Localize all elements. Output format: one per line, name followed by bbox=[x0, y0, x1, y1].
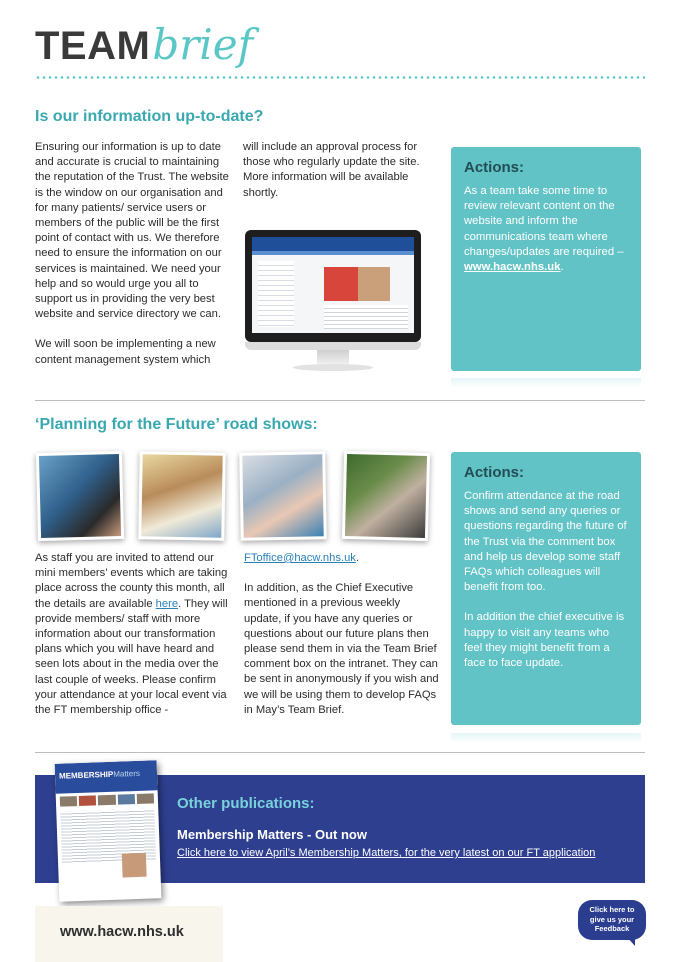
dotted-divider bbox=[35, 76, 645, 79]
footer-website-link[interactable]: www.hacw.nhs.uk bbox=[60, 924, 184, 940]
roadshow-photo-2 bbox=[138, 451, 226, 540]
publications-title: Other publications: bbox=[177, 795, 315, 812]
section1-paragraph3: will include an approval process for those who regularly update the site. More information will be available shortly. bbox=[243, 141, 420, 199]
section1-actions-box: Actions: As a team take some time to review relevant content on the website and inform the communications team where changes/updates are required – www.hacw.nhs.uk. bbox=[451, 147, 641, 371]
actions-box-reflection bbox=[451, 378, 641, 388]
monitor-screen bbox=[252, 237, 414, 333]
section2-text-start: As staff you are invited to attend our mini members’ events which are taking place across the county this month, all the details are available bbox=[35, 552, 228, 610]
monitor-frame bbox=[245, 230, 421, 342]
section2-actions-title: Actions: bbox=[464, 464, 524, 481]
actions-box-reflection bbox=[451, 733, 641, 743]
roadshow-photo-4 bbox=[342, 451, 430, 541]
section1-paragraph2: We will soon be implementing a new content management system which bbox=[35, 338, 216, 366]
website-link[interactable]: www.hacw.nhs.uk bbox=[464, 261, 561, 274]
feedback-button[interactable]: Click here to give us your Feedback bbox=[578, 900, 646, 940]
section1-column2 bbox=[243, 140, 438, 201]
section1-actions-text: As a team take some time to review relevant content on the website and inform the communications team where changes/updates are required – bbox=[464, 185, 624, 258]
teambrief-logo bbox=[35, 20, 253, 70]
section2-column2: FToffice@hacw.nhs.uk. In addition, as the Chief Executive mentioned in a previous weekly update, if you have any queries or questions about our future plans then please send them in via the Team Brief comment box on the intranet. They can be sent in anonymously if you wish and we will be using them to develop FAQs in May’s Team Brief. bbox=[244, 551, 440, 718]
publications-headline: Membership Matters - Out now bbox=[177, 827, 367, 842]
section1-column1 bbox=[35, 140, 232, 368]
section2-actions-box bbox=[451, 452, 641, 725]
section2-actions-text2: In addition the chief executive is happy to visit any teams who feel they might benefit from a face to face update. bbox=[464, 611, 625, 670]
section1-title: Is our information up-to-date? bbox=[35, 108, 264, 125]
membership-matters-cover[interactable] bbox=[55, 760, 162, 901]
magazine-title-bold: MEMBERSHIP bbox=[58, 769, 114, 781]
speech-bubble-tail bbox=[626, 936, 635, 946]
section2-title: ‘Planning for the Future’ road shows: bbox=[35, 416, 318, 433]
section1-paragraph1: Ensuring our information is up to date and accurate is crucial to maintaining the reputation of the Trust. The website is the window on our organisation and for many patients/ service users or members of the public will be the first point of contact with us. We therefore need to ensure the information on our services is maintained. We need your help and so would urge you all to support us in providing the very best website and service directory we can. bbox=[35, 141, 229, 321]
logo-team: TEAM bbox=[35, 24, 151, 68]
section2-column1 bbox=[35, 551, 235, 718]
logo-brief: brief bbox=[152, 20, 254, 69]
section-divider bbox=[35, 752, 645, 753]
section2-actions-text1: Confirm attendance at the road shows and send any queries or questions regarding the future of the Trust via the comment box and help us develop some staff FAQs which colleagues will benefit from too. bbox=[464, 490, 627, 594]
website-monitor-image bbox=[245, 230, 421, 375]
roadshow-photo-3 bbox=[239, 451, 327, 540]
section2-paragraph2: In addition, as the Chief Executive mentioned in a previous weekly update, if you have any queries or questions about our future plans then please send them in via the Team Brief comment box on the intranet. They can be sent in anonymously if you wish and we will be using them to develop FAQs in May’s Team Brief. bbox=[244, 582, 439, 716]
section2-text-rest: . They will provide members/ staff with more information about our transformation plans which you will have heard and seen lots about in the media over the last couple of weeks. Please confirm your attendance at your local event via the FT membership office - bbox=[35, 597, 228, 717]
magazine-title-light: Matters bbox=[113, 768, 141, 779]
section1-actions-title: Actions: bbox=[464, 159, 524, 176]
ftoffice-email-link[interactable]: FToffice@hacw.nhs.uk bbox=[244, 552, 356, 564]
membership-matters-link[interactable]: Click here to view April’s Membership Matters, for the very latest on our FT application bbox=[177, 847, 596, 859]
events-here-link[interactable]: here bbox=[155, 597, 179, 610]
roadshow-photo-1 bbox=[36, 451, 124, 541]
section-divider bbox=[35, 400, 645, 401]
